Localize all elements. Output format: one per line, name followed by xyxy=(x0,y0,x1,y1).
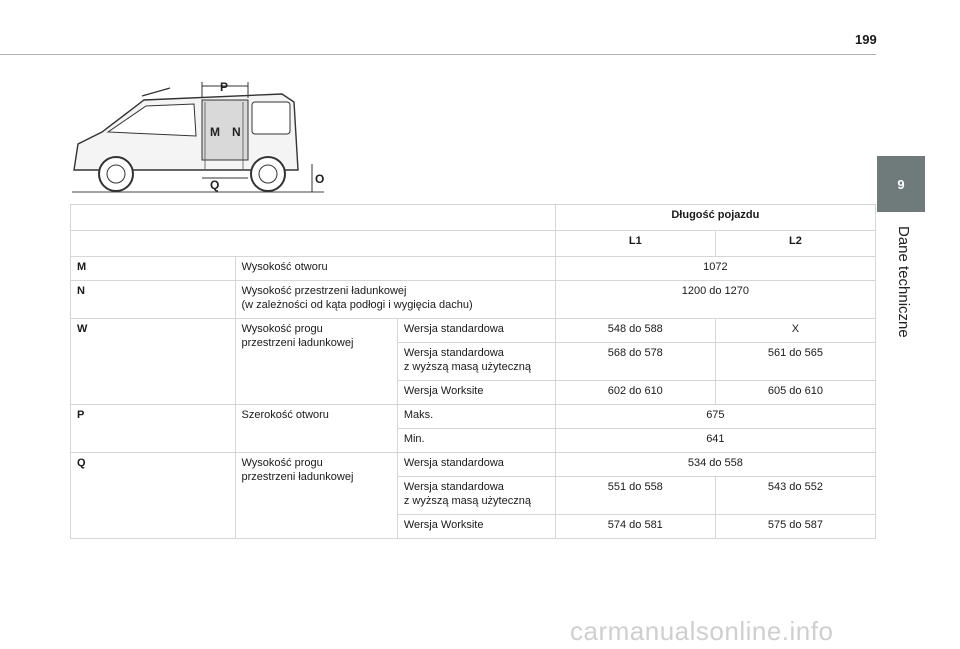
row-l2: 605 do 610 xyxy=(715,381,875,405)
header-rule xyxy=(0,54,876,55)
label-p: P xyxy=(220,80,229,94)
row-code: W xyxy=(71,319,236,405)
page-number: 199 xyxy=(855,32,877,47)
row-desc: Wysokość otworu xyxy=(235,257,555,281)
row-value: 641 xyxy=(555,429,875,453)
row-l2: 561 do 565 xyxy=(715,343,875,381)
chapter-tab: 9 xyxy=(877,156,925,212)
row-l1: 551 do 558 xyxy=(555,477,715,515)
table-header-row xyxy=(71,205,876,231)
row-variant: Wersja standardowa z wyższą masą użyteczną xyxy=(397,477,555,515)
table-row xyxy=(71,405,876,429)
row-variant: Wersja Worksite xyxy=(397,515,555,539)
row-value: 675 xyxy=(555,405,875,429)
row-variant: Min. xyxy=(397,429,555,453)
table-row xyxy=(71,453,876,477)
table-header-row xyxy=(71,231,876,257)
row-value: 534 do 558 xyxy=(555,453,875,477)
chapter-title: Dane techniczne xyxy=(895,226,912,338)
row-code: P xyxy=(71,405,236,453)
row-l2: 543 do 552 xyxy=(715,477,875,515)
row-desc: Wysokość progu przestrzeni ładunkowej xyxy=(235,453,397,539)
row-variant: Wersja Worksite xyxy=(397,381,555,405)
header-l1: L1 xyxy=(555,231,715,257)
row-l2: X xyxy=(715,319,875,343)
van-side-illustration xyxy=(62,74,334,198)
table-row xyxy=(71,257,876,281)
row-desc: Szerokość otworu xyxy=(235,405,397,453)
row-desc: Wysokość progu przestrzeni ładunkowej xyxy=(235,319,397,405)
row-code: M xyxy=(71,257,236,281)
dimensions-table xyxy=(70,204,876,539)
row-code: N xyxy=(71,281,236,319)
row-l1: 568 do 578 xyxy=(555,343,715,381)
row-l1: 548 do 588 xyxy=(555,319,715,343)
row-l1: 602 do 610 xyxy=(555,381,715,405)
table-row xyxy=(71,319,876,343)
label-o: O xyxy=(315,172,325,186)
row-code: Q xyxy=(71,453,236,539)
row-l1: 574 do 581 xyxy=(555,515,715,539)
row-variant: Wersja standardowa xyxy=(397,319,555,343)
header-vehicle-length: Długość pojazdu xyxy=(555,205,875,231)
label-n: N xyxy=(232,125,241,139)
label-q: Q xyxy=(210,178,220,192)
row-l2: 575 do 587 xyxy=(715,515,875,539)
header-l2: L2 xyxy=(715,231,875,257)
table-row xyxy=(71,281,876,319)
watermark: carmanualsonline.info xyxy=(570,616,834,646)
row-desc: Wysokość przestrzeni ładunkowej (w zależności od kąta podłogi i wygięcia dachu) xyxy=(235,281,555,319)
row-variant: Wersja standardowa z wyższą masą użyteczną xyxy=(397,343,555,381)
label-m: M xyxy=(210,125,220,139)
row-variant: Wersja standardowa xyxy=(397,453,555,477)
row-value: 1072 xyxy=(555,257,875,281)
row-variant: Maks. xyxy=(397,405,555,429)
row-value: 1200 do 1270 xyxy=(555,281,875,319)
